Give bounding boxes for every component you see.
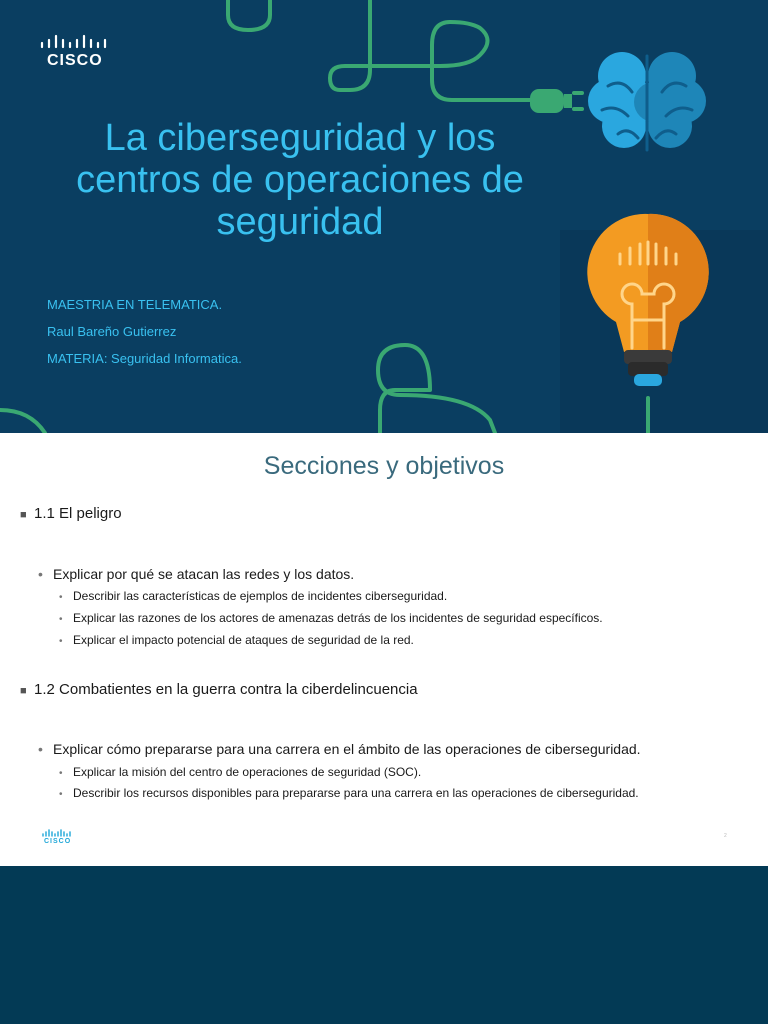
sub-objective-item xyxy=(59,633,414,647)
objectives-slide xyxy=(0,433,768,866)
lightbulb-icon xyxy=(586,212,710,392)
sub-objective-label: Describir los recursos disponibles para prepararse para una carrera en las operaciones de ciberseguridad. xyxy=(73,786,639,800)
subtitle-block xyxy=(47,297,242,378)
objective-item xyxy=(38,741,641,757)
presentation-title: La ciberseguridad y los centros de operaciones de seguridad xyxy=(76,117,524,243)
section-item xyxy=(20,505,122,522)
brain-icon xyxy=(588,46,706,156)
plug-icon xyxy=(528,85,588,117)
title-slide xyxy=(0,0,768,433)
page-number: 2 xyxy=(724,833,727,839)
program-line: MAESTRIA EN TELEMATICA. xyxy=(47,297,223,312)
dot-bullet-icon: • xyxy=(59,592,63,603)
dot-bullet-icon: • xyxy=(59,768,63,779)
sub-objective-item xyxy=(59,765,421,779)
objective-item xyxy=(38,566,354,582)
dot-bullet-icon: • xyxy=(59,636,63,647)
sub-objective-label: Explicar el impacto potencial de ataques de seguridad de la red. xyxy=(73,633,414,647)
dot-bullet-icon: • xyxy=(38,566,43,582)
section-label: 1.2 Combatientes en la guerra contra la ciberdelincuencia xyxy=(34,681,418,698)
objective-label: Explicar cómo prepararse para una carrera en el ámbito de las operaciones de ciberseguridad. xyxy=(53,741,641,757)
viewer-background xyxy=(0,866,768,1024)
dot-bullet-icon: • xyxy=(59,614,63,625)
square-bullet-icon: ■ xyxy=(20,509,27,521)
section-item xyxy=(20,681,418,698)
sub-objective-label: Describir las características de ejemplos de incidentes ciberseguridad. xyxy=(73,589,448,603)
dot-bullet-icon: • xyxy=(38,741,43,757)
dot-bullet-icon: • xyxy=(59,789,63,800)
author-line: Raul Bareño Gutierrez xyxy=(47,324,177,339)
sub-objective-item xyxy=(59,786,639,800)
cisco-brand-text: CISCO xyxy=(47,52,103,69)
section-title: Secciones y objetivos xyxy=(263,452,505,480)
sub-objective-label: Explicar la misión del centro de operaciones de seguridad (SOC). xyxy=(73,765,422,779)
square-bullet-icon: ■ xyxy=(20,685,27,697)
subject-line: MATERIA: Seguridad Informatica. xyxy=(47,351,242,366)
section-label: 1.1 El peligro xyxy=(34,505,122,522)
sub-objective-item xyxy=(59,611,603,625)
footer-brand-text: CISCO xyxy=(44,838,72,845)
sub-objective-label: Explicar las razones de los actores de amenazas detrás de los incidentes de seguridad específicos. xyxy=(73,611,603,625)
objective-label: Explicar por qué se atacan las redes y los datos. xyxy=(53,566,355,582)
sub-objective-item xyxy=(59,589,447,603)
cisco-footer-logo-icon xyxy=(42,829,72,837)
